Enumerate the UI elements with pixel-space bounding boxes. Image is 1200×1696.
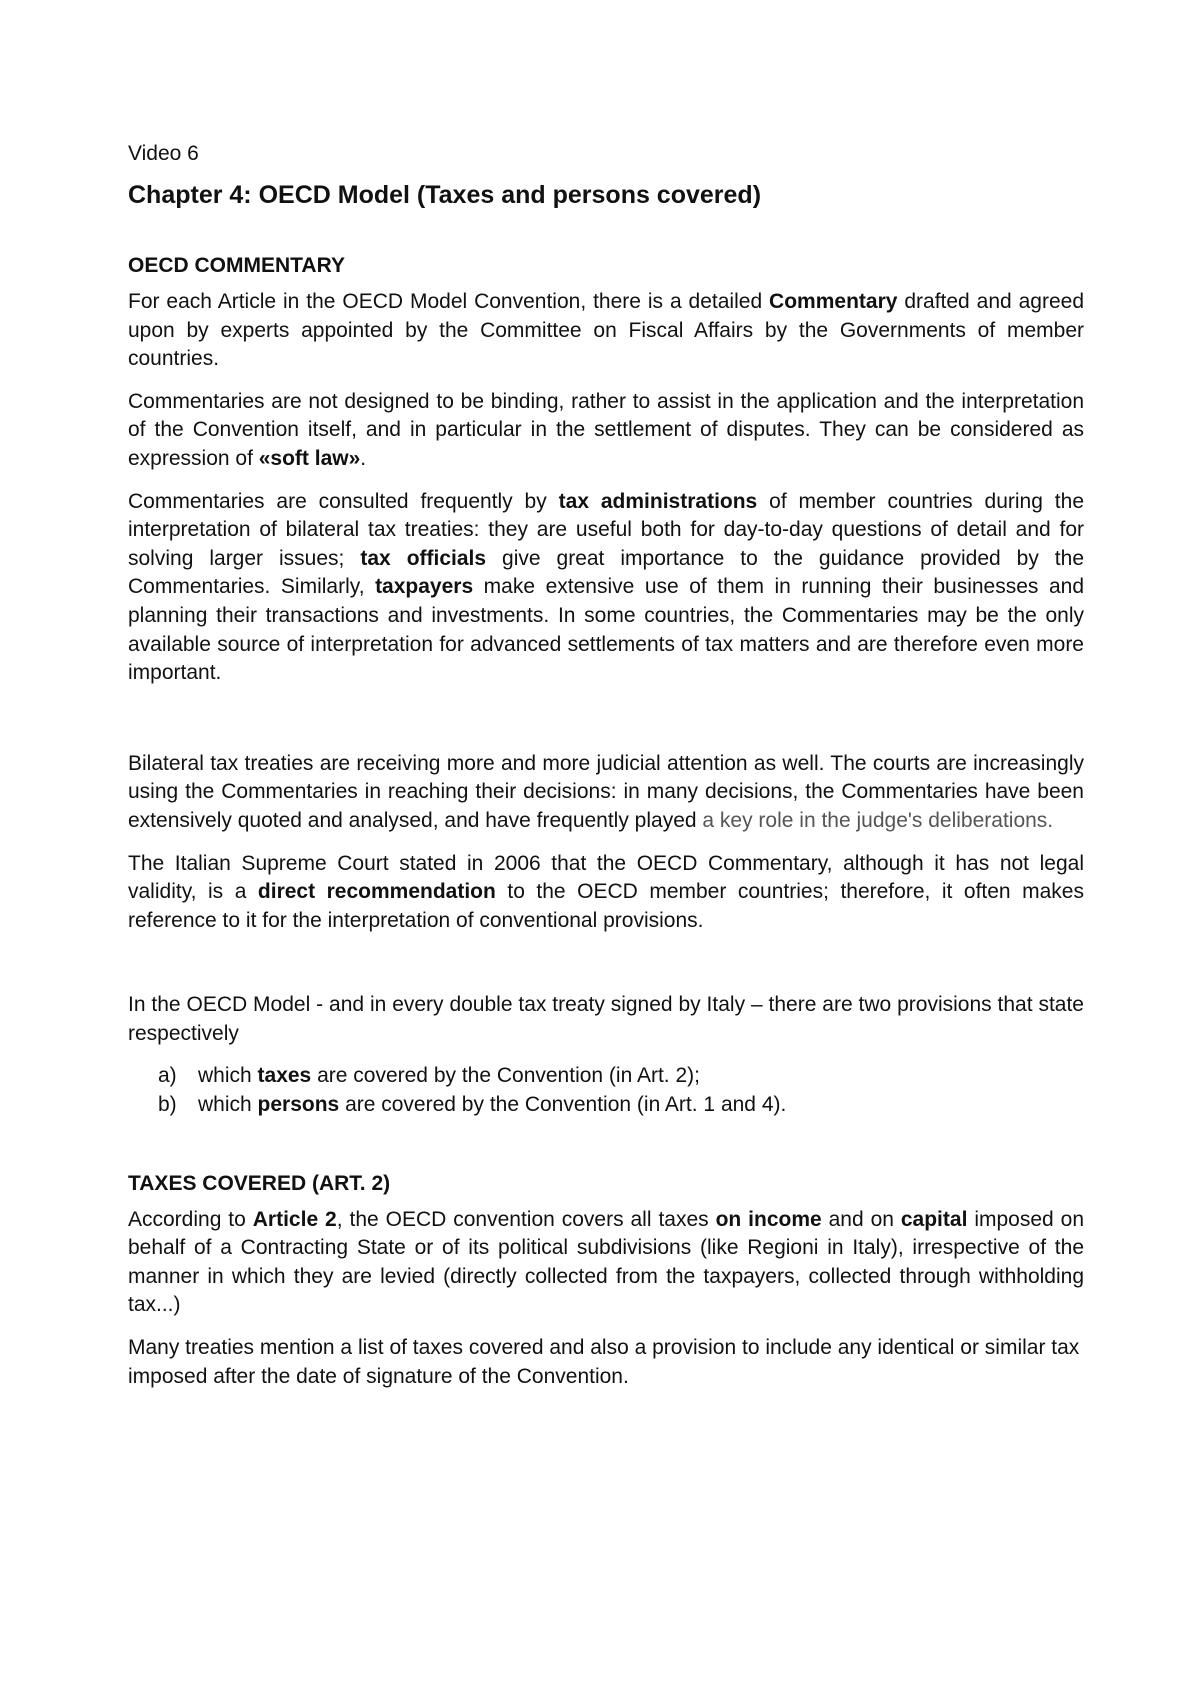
bold-text: on income bbox=[715, 1207, 822, 1231]
list-item-text bbox=[198, 1091, 786, 1120]
text-run: , the OECD convention covers all taxes bbox=[336, 1207, 716, 1231]
text-run: According to bbox=[128, 1207, 253, 1231]
text-run: of member countries during the interpretation of bilateral tax treaties: they are useful both for day-to-day questions of detail and for solving larger issues; bbox=[128, 489, 1084, 570]
list-marker: b) bbox=[158, 1093, 177, 1117]
list-item-text bbox=[198, 1062, 700, 1091]
text-run: give great importance to the guidance provided by the Commentaries. Similarly, bbox=[128, 546, 1085, 599]
bold-text: direct recommendation bbox=[257, 880, 496, 904]
document-page bbox=[128, 140, 1084, 1405]
paragraph-two-provisions: In the OECD Model - and in every double tax treaty signed by Italy – there are two provisions that state respectively bbox=[128, 993, 1084, 1045]
chapter-title: Chapter 4: OECD Model (Taxes and persons covered) bbox=[128, 181, 762, 209]
gray-text: a key role in the judge's deliberations. bbox=[702, 808, 1054, 832]
list-marker: a) bbox=[158, 1064, 177, 1088]
text-run: to the OECD member countries; therefore, it often makes reference to it for the interpretation of conventional provisions. bbox=[128, 880, 1084, 932]
paragraph-commentary-definition bbox=[128, 288, 1084, 374]
bold-text: tax officials bbox=[360, 546, 487, 570]
text-run: drafted and agreed upon by experts appointed by the Committee on Fiscal Affairs by the Governments of member countries. bbox=[128, 290, 1084, 371]
text-run: Commentaries are consulted frequently by bbox=[128, 489, 559, 513]
list-item bbox=[128, 1091, 1084, 1120]
provisions-list bbox=[128, 1062, 1084, 1119]
section-heading-taxes-covered: TAXES COVERED (ART. 2) bbox=[128, 1171, 391, 1195]
text-run: Commentaries are not designed to be binding, rather to assist in the application and the interpretation of the Convention itself, and in particular in the settlement of disputes. They can be considered as expression of bbox=[128, 389, 1084, 470]
text-run: For each Article in the OECD Model Convention, there is a detailed bbox=[128, 290, 770, 313]
paragraph-list-of-taxes: Many treaties mention a list of taxes covered and also a provision to include any identical or similar tax imposed after the date of signature of the Convention. bbox=[128, 1336, 1080, 1388]
paragraph-italian-supreme-court bbox=[128, 850, 1084, 936]
text-run: The Italian Supreme Court stated in 2006 that the OECD Commentary, although it has not legal validity, is a bbox=[128, 851, 1084, 904]
bold-text: Article 2 bbox=[252, 1207, 337, 1231]
text-run: . bbox=[360, 446, 367, 470]
text-run: are covered by the Convention (in Art. 1 and 4). bbox=[339, 1093, 787, 1117]
paragraph-soft-law bbox=[128, 388, 1084, 474]
paragraph-tax-administrations bbox=[128, 488, 1084, 688]
bold-text: taxes bbox=[257, 1064, 312, 1088]
section-heading-oecd-commentary: OECD COMMENTARY bbox=[128, 254, 345, 277]
bold-text: taxpayers bbox=[375, 575, 474, 599]
bold-text: «soft law» bbox=[258, 446, 361, 470]
video-label: Video 6 bbox=[128, 142, 199, 165]
text-run: and on bbox=[821, 1207, 901, 1231]
text-run: make extensive use of them in running their businesses and planning their transactions and investments. In some countries, the Commentaries may be the only available source of interpretation for advanced settlements of tax matters and are therefore even more important. bbox=[128, 575, 1084, 685]
text-run: which bbox=[198, 1093, 258, 1117]
paragraph-judicial-attention bbox=[128, 750, 1084, 836]
text-run: Bilateral tax treaties are receiving more and more judicial attention as well. The courts are increasingly using the Commentaries in reaching their decisions: in many decisions, the Commentaries have been extensively quoted and analysed, and have frequently played bbox=[128, 751, 1084, 832]
bold-text: Commentary bbox=[769, 290, 898, 313]
list-item bbox=[128, 1062, 1084, 1091]
text-run: which bbox=[198, 1064, 258, 1088]
bold-text: tax administrations bbox=[558, 489, 758, 513]
text-run: are covered by the Convention (in Art. 2); bbox=[311, 1064, 700, 1088]
bold-text: capital bbox=[900, 1207, 968, 1231]
text-run: imposed on behalf of a Contracting State or of its political subdivisions (like Regioni in Italy), irrespective of the manner in which they are levied (directly collected from the taxpayers, collected through withholding tax...) bbox=[128, 1207, 1084, 1317]
paragraph-article-2 bbox=[128, 1206, 1084, 1320]
bold-text: persons bbox=[257, 1093, 340, 1117]
